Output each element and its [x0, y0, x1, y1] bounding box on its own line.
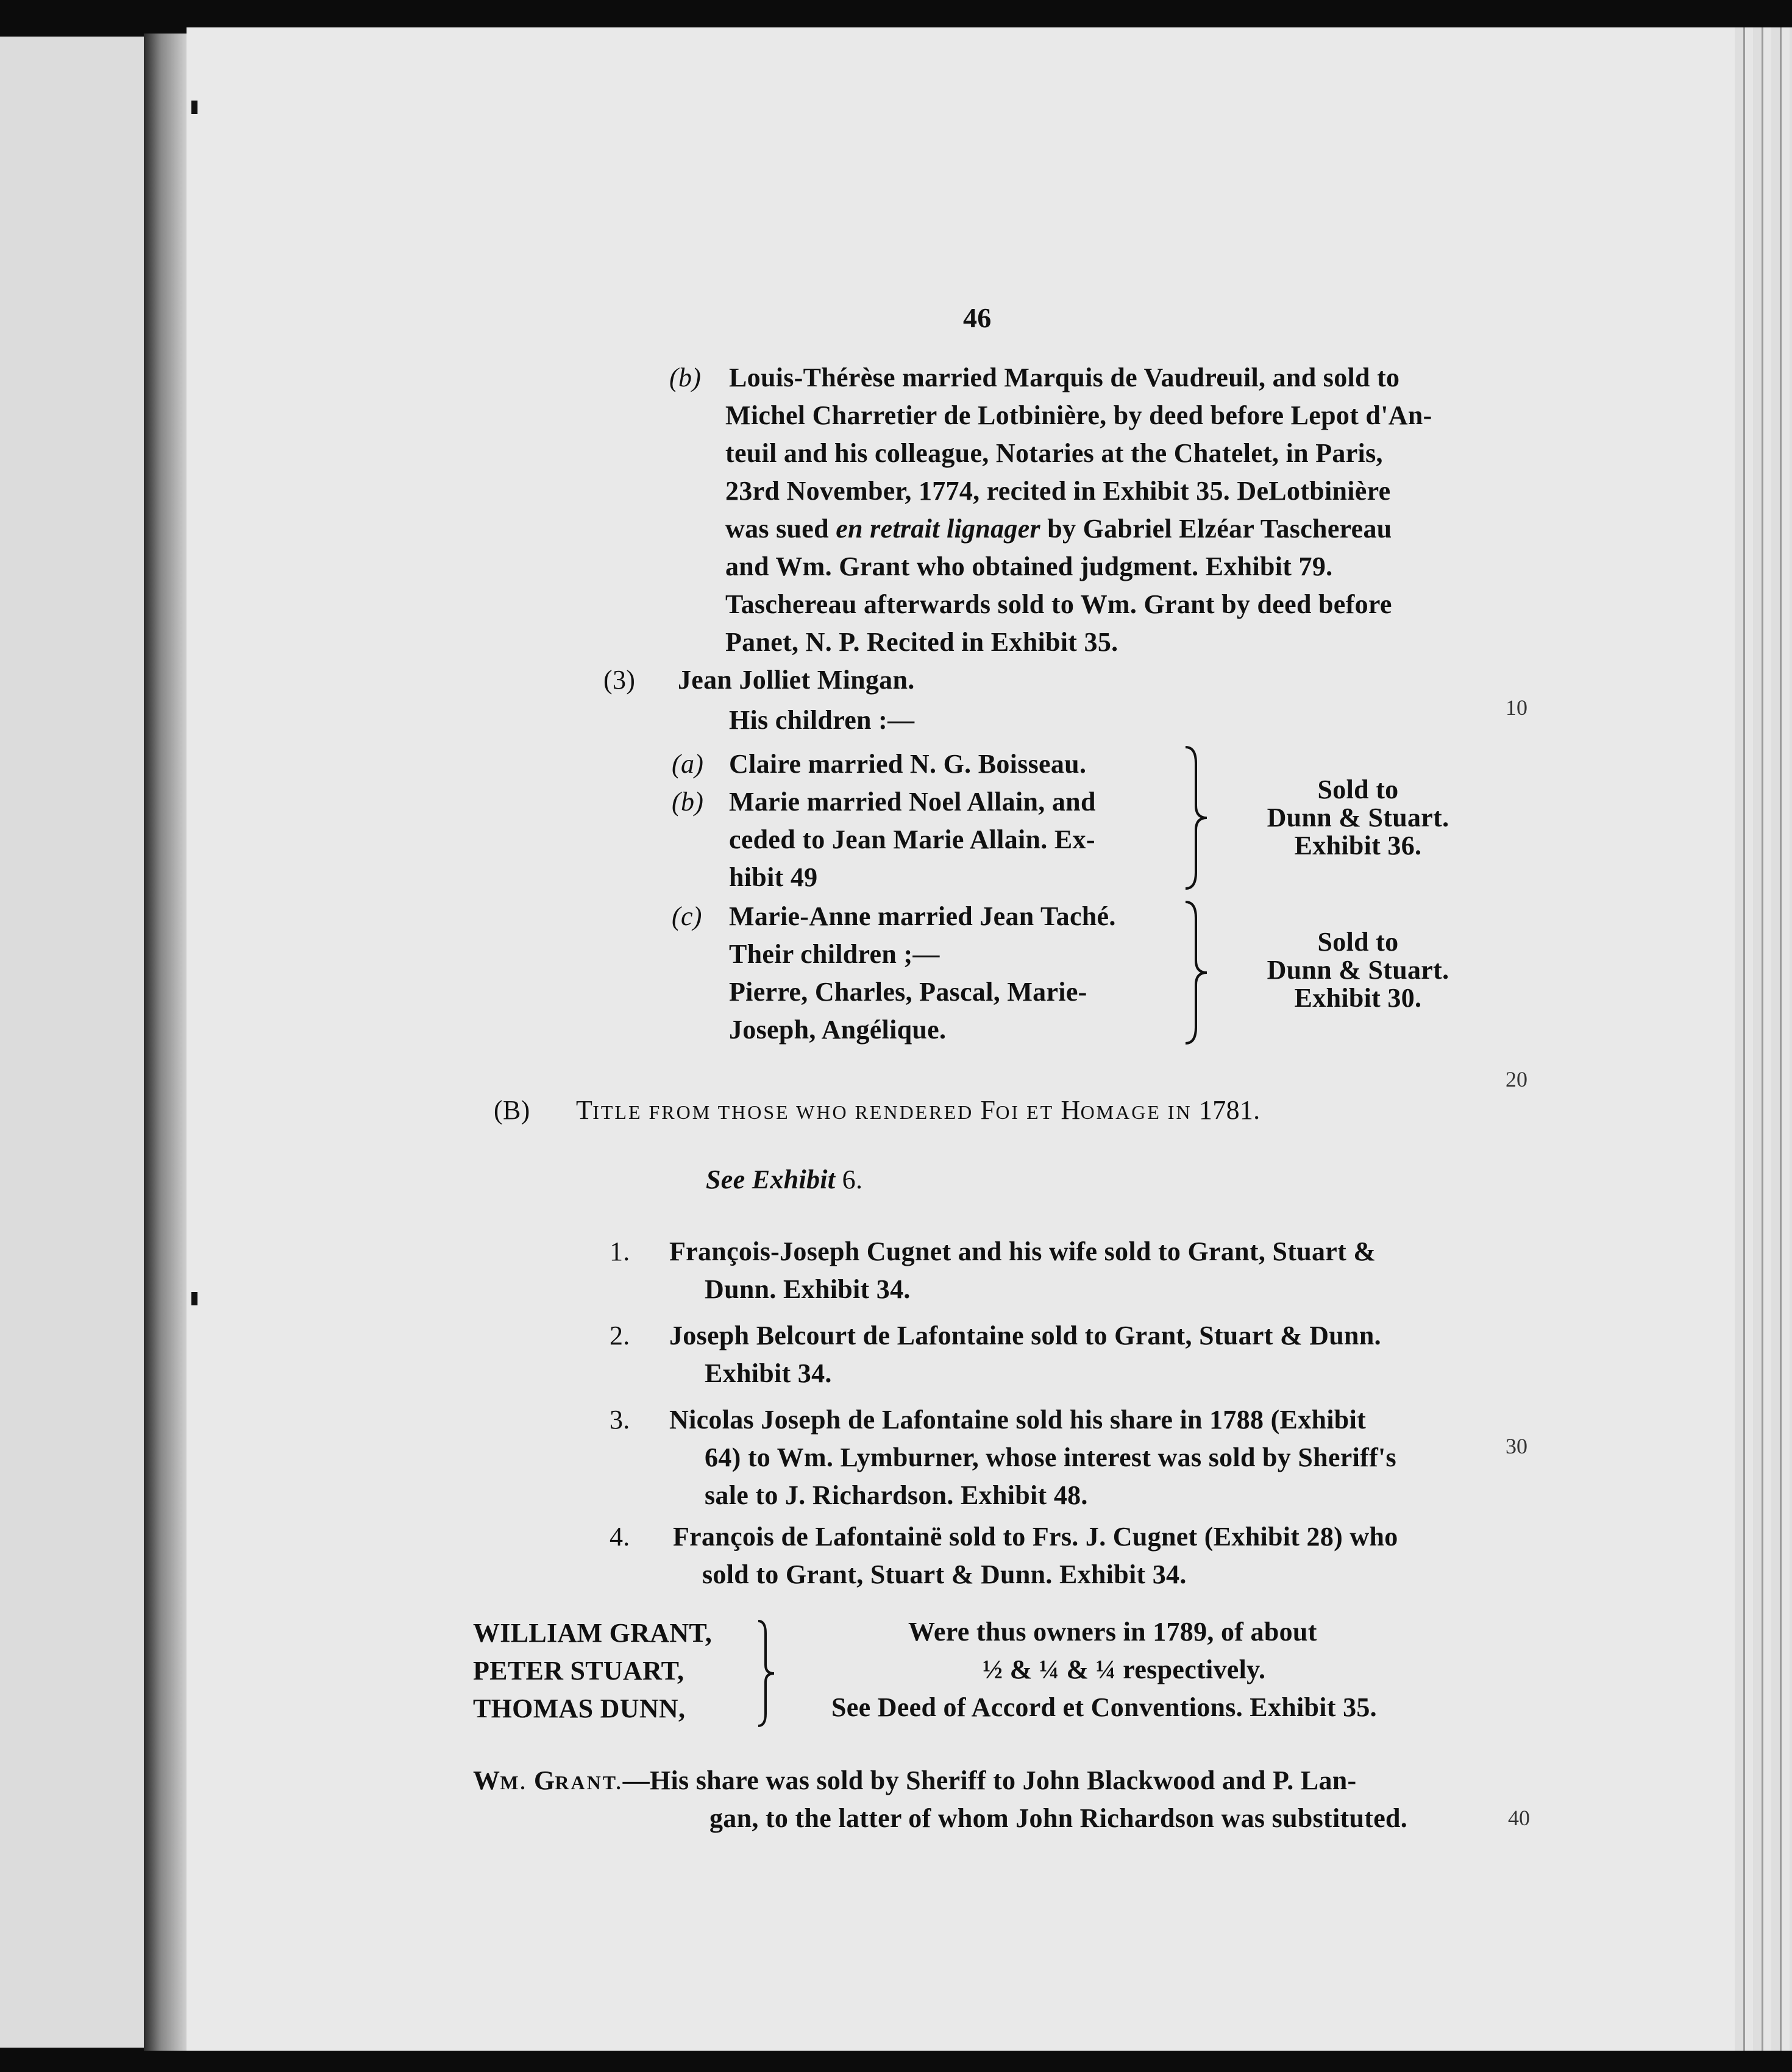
page-edges: [1735, 27, 1792, 2051]
child-c-line-3: Pierre, Charles, Pascal, Marie-: [729, 977, 1087, 1007]
item-b-line-8: Panet, N. P. Recited in Exhibit 35.: [725, 627, 1118, 657]
group1-note-3: Exhibit 36.: [1294, 831, 1422, 860]
brace-group-1: [1182, 745, 1213, 891]
owners-note-3: See Deed of Accord et Conventions. Exhibit 35.: [831, 1692, 1377, 1722]
item-b-marker: (b): [669, 363, 702, 392]
list-item-1-line-1: François-Joseph Cugnet and his wife sold to Grant, Stuart &: [669, 1236, 1376, 1266]
facing-page: [0, 37, 148, 2048]
child-b-line-1: Marie married Noel Allain, and: [729, 787, 1096, 817]
owners-brace: [756, 1619, 780, 1728]
item-b-line-1: Louis-Thérèse married Marquis de Vaudreuil, and sold to: [729, 363, 1400, 392]
list-item-1-number: 1.: [610, 1236, 630, 1266]
line-number-30: 30: [1506, 1434, 1527, 1458]
list-item-1-line-2: Dunn. Exhibit 34.: [705, 1274, 911, 1304]
owners-note-2: ½ & ¼ & ¼ respectively.: [983, 1655, 1266, 1684]
child-c-marker: (c): [672, 901, 702, 931]
child-b-line-3: hibit 49: [729, 862, 818, 892]
line-number-10: 10: [1506, 695, 1527, 720]
child-c-line-2: Their children ;—: [729, 939, 940, 969]
list-item-4-number: 4.: [610, 1522, 630, 1552]
section-b-heading: TITLE FROM THOSE WHO RENDERED FOI ET HOMAGE IN 1781.: [576, 1095, 1260, 1125]
group2-note-1: Sold to: [1317, 927, 1399, 957]
item-3-marker: (3): [603, 665, 636, 695]
document-page: [187, 27, 1735, 2051]
margin-mark: [191, 1292, 197, 1305]
child-c-line-1: Marie-Anne married Jean Taché.: [729, 901, 1116, 931]
owners-note-1: Were thus owners in 1789, of about: [908, 1617, 1317, 1647]
item-b-line-3: teuil and his colleague, Notaries at the Chatelet, in Paris,: [725, 438, 1383, 468]
list-item-3-number: 3.: [610, 1405, 630, 1435]
list-item-2-line-2: Exhibit 34.: [705, 1358, 832, 1388]
line-number-40: 40: [1508, 1806, 1530, 1830]
wm-grant-paragraph-line-1: WM. GRANT.—His share was sold by Sheriff to John Blackwood and P. Lan-: [473, 1765, 1357, 1795]
group2-note-2: Dunn & Stuart.: [1267, 955, 1449, 985]
item-b-line-7: Taschereau afterwards sold to Wm. Grant by deed before: [725, 589, 1392, 619]
page-number: 46: [963, 302, 992, 333]
brace-group-2: [1182, 899, 1213, 1046]
list-item-2-number: 2.: [610, 1321, 630, 1350]
list-item-3-line-3: sale to J. Richardson. Exhibit 48.: [705, 1480, 1088, 1510]
owner-1: WILLIAM GRANT,: [473, 1618, 713, 1648]
group1-note-2: Dunn & Stuart.: [1267, 803, 1449, 832]
item-b-line-2: Michel Charretier de Lotbinière, by deed before Lepot d'An-: [725, 400, 1432, 430]
wm-grant-paragraph-line-2: gan, to the latter of whom John Richardson was substituted.: [709, 1803, 1408, 1833]
section-b-marker: (B): [494, 1095, 530, 1125]
see-exhibit: See Exhibit 6.: [706, 1165, 863, 1194]
child-b-line-2: ceded to Jean Marie Allain. Ex-: [729, 825, 1095, 854]
child-b-marker: (b): [672, 787, 704, 817]
group2-note-3: Exhibit 30.: [1294, 983, 1422, 1013]
children-label: His children :—: [729, 705, 915, 735]
list-item-3-line-2: 64) to Wm. Lymburner, whose interest was sold by Sheriff's: [705, 1442, 1396, 1472]
item-b-line-4: 23rd November, 1774, recited in Exhibit 35. DeLotbinière: [725, 476, 1391, 506]
list-item-3-line-1: Nicolas Joseph de Lafontaine sold his share in 1788 (Exhibit: [669, 1405, 1367, 1435]
child-c-line-4: Joseph, Angélique.: [729, 1015, 947, 1045]
latin-phrase: en retrait lignager: [836, 514, 1040, 544]
list-item-4-line-1: François de Lafontainë sold to Frs. J. Cugnet (Exhibit 28) who: [673, 1522, 1398, 1552]
group1-note-1: Sold to: [1317, 775, 1399, 804]
margin-mark: [191, 101, 197, 114]
item-b-line-6: and Wm. Grant who obtained judgment. Exhibit 79.: [725, 552, 1333, 581]
list-item-2-line-1: Joseph Belcourt de Lafontaine sold to Grant, Stuart & Dunn.: [669, 1321, 1381, 1350]
list-item-4-line-2: sold to Grant, Stuart & Dunn. Exhibit 34.: [702, 1559, 1187, 1589]
owner-3: THOMAS DUNN,: [473, 1694, 686, 1723]
item-b-line-5: was sued en retrait lignager by Gabriel Elzéar Taschereau: [725, 514, 1392, 544]
owner-2: PETER STUART,: [473, 1656, 684, 1686]
item-3-title: Jean Jolliet Mingan.: [678, 665, 915, 695]
line-number-20: 20: [1506, 1067, 1527, 1091]
book-gutter: [144, 34, 187, 2051]
child-a-text: Claire married N. G. Boisseau.: [729, 749, 1087, 779]
child-a-marker: (a): [672, 749, 704, 779]
